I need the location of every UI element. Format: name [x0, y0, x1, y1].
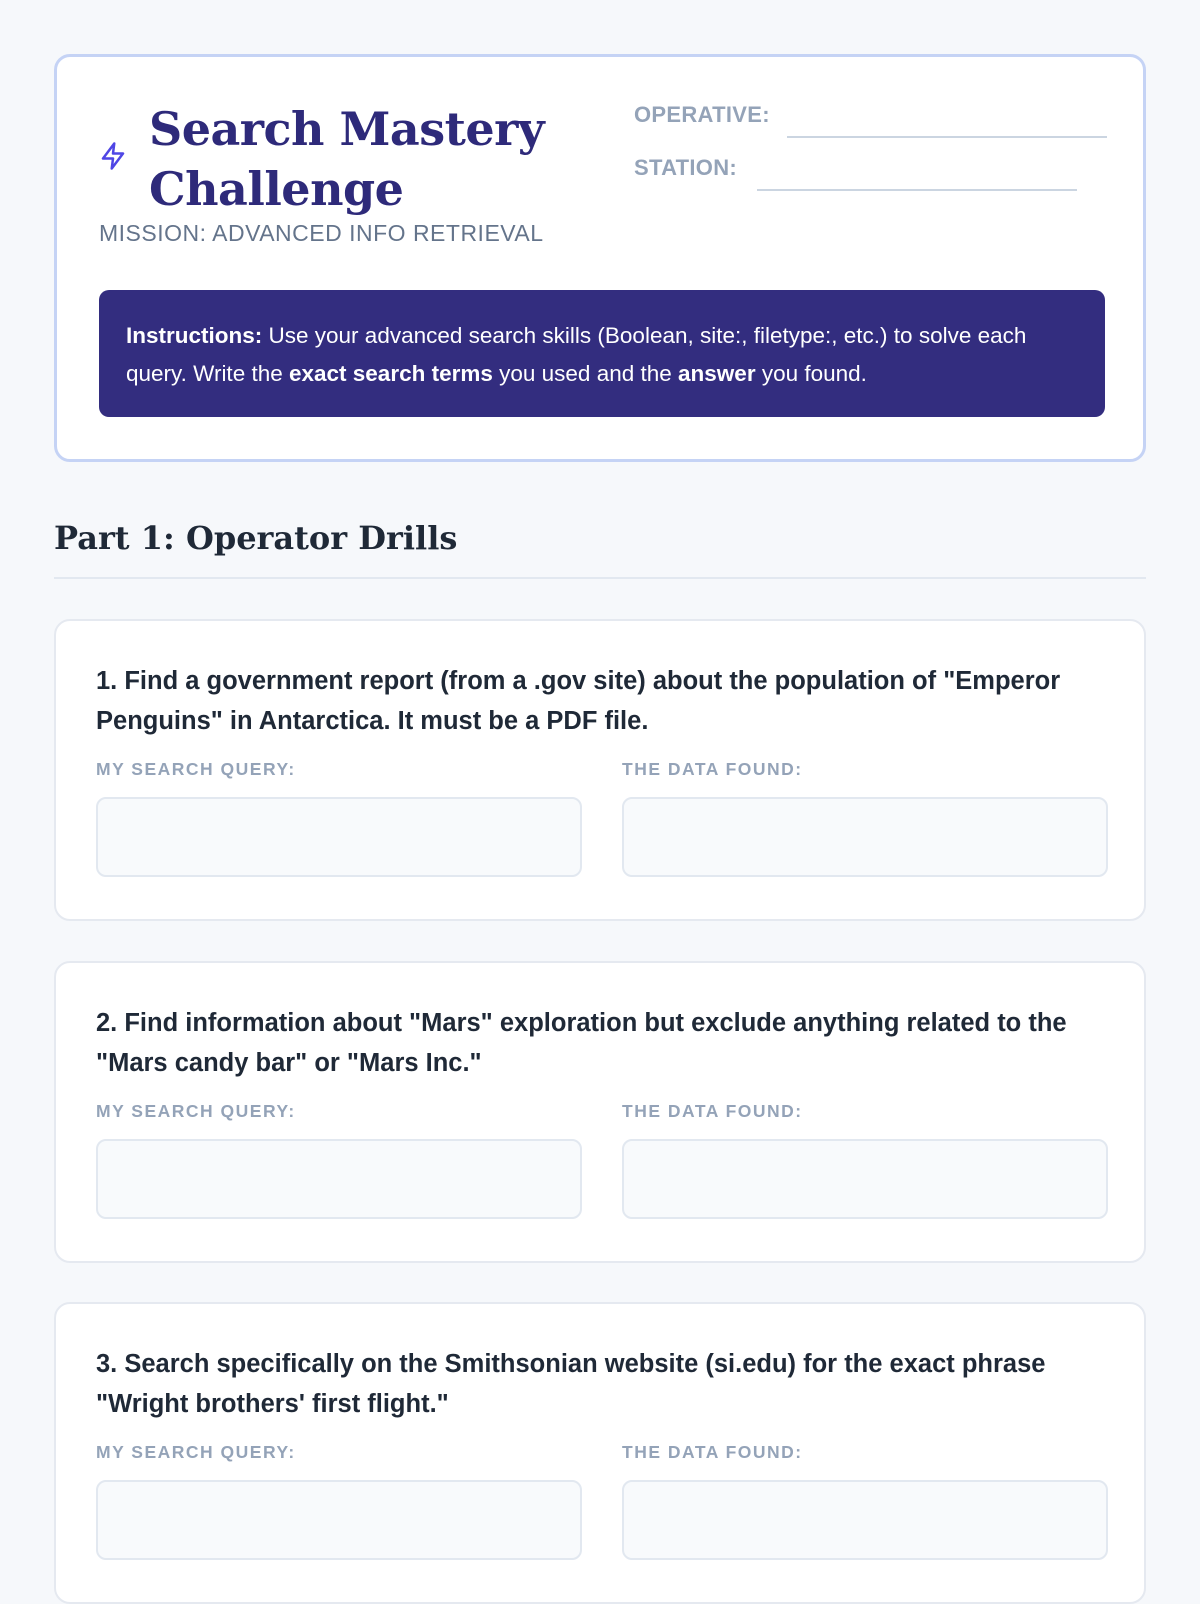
instructions-text-1: Use your advanced search skills (Boolean, site:, filetype:, etc.) to solve each query. Write the: [126, 323, 1027, 386]
question-card-1: [54, 619, 1146, 921]
page-title: Search Mastery Challenge: [149, 102, 545, 216]
operative-field[interactable]: [787, 136, 1107, 138]
bolt-icon: [98, 141, 128, 171]
data-found-label-1: THE DATA FOUND:: [622, 759, 803, 779]
search-query-label-2: MY SEARCH QUERY:: [96, 1101, 296, 1121]
data-found-input-1[interactable]: [622, 797, 1108, 877]
station-field[interactable]: [757, 189, 1077, 191]
search-query-input-3[interactable]: [96, 1480, 582, 1560]
search-query-input-1[interactable]: [96, 797, 582, 877]
instructions-lead: Instructions:: [126, 323, 263, 348]
section-divider: [54, 577, 1146, 579]
data-found-input-3[interactable]: [622, 1480, 1108, 1560]
instructions-text-3: you found.: [755, 361, 867, 386]
search-query-input-2[interactable]: [96, 1139, 582, 1219]
instructions-emphasis-answer: answer: [678, 361, 756, 386]
search-query-label-3: MY SEARCH QUERY:: [96, 1442, 296, 1462]
station-label: STATION:: [634, 155, 738, 180]
data-found-label-2: THE DATA FOUND:: [622, 1101, 803, 1121]
question-text-1: 1. Find a government report (from a .gov site) about the population of "Emperor Penguins" in Antarctica. It must be a PDF file.: [96, 667, 1061, 735]
instructions-emphasis-terms: exact search terms: [288, 361, 493, 386]
search-query-label-1: MY SEARCH QUERY:: [96, 759, 296, 779]
instructions-box: [99, 290, 1105, 417]
question-text-2: 2. Find information about "Mars" exploration but exclude anything related to the "Mars candy bar" or "Mars Inc.": [96, 1009, 1067, 1077]
data-found-label-3: THE DATA FOUND:: [622, 1442, 803, 1462]
question-card-3: [54, 1302, 1146, 1604]
question-text-3: 3. Search specifically on the Smithsonian website (si.edu) for the exact phrase "Wright brothers' first flight.": [96, 1350, 1046, 1418]
data-found-input-2[interactable]: [622, 1139, 1108, 1219]
mission-subtitle: MISSION: ADVANCED INFO RETRIEVAL: [99, 220, 544, 246]
header-card: [54, 54, 1146, 462]
question-card-2: [54, 961, 1146, 1263]
operative-label: OPERATIVE:: [634, 102, 770, 127]
instructions-text-2: you used and the: [492, 361, 679, 386]
section-title: Part 1: Operator Drills: [54, 519, 458, 557]
